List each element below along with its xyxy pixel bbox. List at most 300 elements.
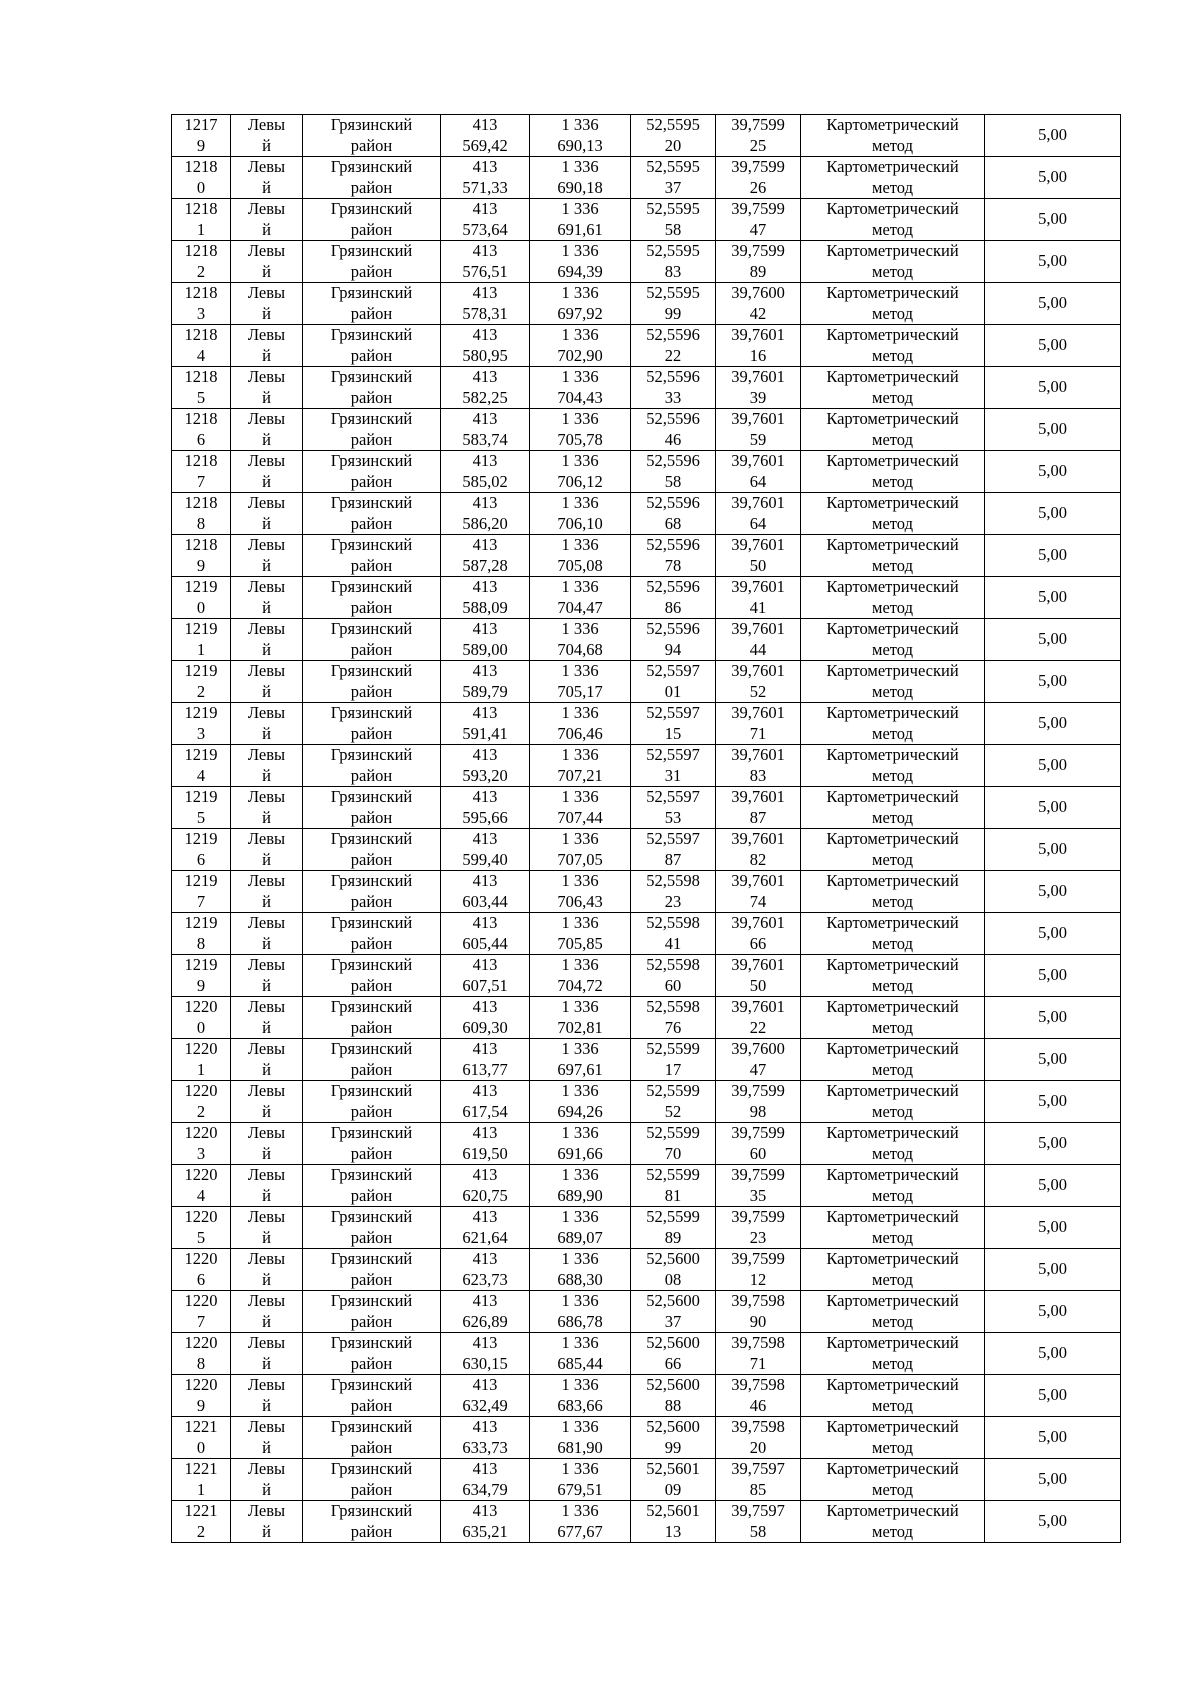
- point-number-cell: [172, 1207, 231, 1249]
- x-coordinate-line: 569,42: [462, 135, 508, 155]
- method-cell: [801, 535, 985, 577]
- longitude-line: 39,7597: [731, 1501, 785, 1520]
- point-number-line: 7: [196, 471, 206, 491]
- district-line: Грязинский: [330, 661, 413, 680]
- x-coordinate-line: 413: [472, 997, 498, 1016]
- x-coordinate-cell: [441, 157, 530, 199]
- x-coordinate-line: 413: [472, 157, 498, 176]
- side-line: Левы: [247, 703, 286, 722]
- district-line: Грязинский: [330, 787, 413, 806]
- longitude-line: 60: [749, 1143, 767, 1163]
- latitude-cell: [631, 325, 716, 367]
- point-number-line: 7: [196, 891, 206, 911]
- point-number-line: 1: [196, 1059, 206, 1079]
- side-cell: [231, 1081, 303, 1123]
- accuracy-cell: 5,00: [985, 1459, 1121, 1501]
- side-line: Левы: [247, 325, 286, 344]
- point-number-line: 1218: [184, 283, 218, 302]
- latitude-cell: [631, 955, 716, 997]
- longitude-line: 16: [749, 345, 767, 365]
- latitude-line: 87: [664, 849, 682, 869]
- longitude-line: 42: [749, 303, 767, 323]
- y-coordinate-cell: [530, 1081, 631, 1123]
- longitude-line: 83: [749, 765, 767, 785]
- point-number-line: 0: [196, 1437, 206, 1457]
- district-cell: [303, 325, 441, 367]
- accuracy-cell: 5,00: [985, 283, 1121, 325]
- district-line: Грязинский: [330, 157, 413, 176]
- latitude-cell: [631, 745, 716, 787]
- y-coordinate-line: 1 336: [561, 451, 599, 470]
- longitude-line: 39,7601: [731, 997, 785, 1016]
- method-line: Картометрический: [826, 1459, 959, 1478]
- district-line: район: [350, 261, 393, 281]
- latitude-line: 31: [664, 765, 682, 785]
- x-coordinate-line: 413: [472, 1501, 498, 1520]
- longitude-line: 35: [749, 1185, 767, 1205]
- latitude-line: 23: [664, 891, 682, 911]
- side-line: й: [262, 261, 271, 281]
- latitude-line: 52,5599: [646, 1207, 700, 1226]
- latitude-line: 01: [664, 681, 682, 701]
- table-row: [172, 325, 1121, 367]
- longitude-line: 39,7601: [731, 913, 785, 932]
- district-line: район: [350, 387, 393, 407]
- table-row: [172, 493, 1121, 535]
- longitude-line: 39,7599: [731, 241, 785, 260]
- point-number-line: 4: [196, 1185, 206, 1205]
- latitude-cell: [631, 199, 716, 241]
- point-number-line: 1219: [184, 703, 218, 722]
- x-coordinate-line: 634,79: [462, 1479, 508, 1499]
- y-coordinate-cell: [530, 703, 631, 745]
- y-coordinate-cell: [530, 787, 631, 829]
- district-line: район: [350, 765, 393, 785]
- longitude-line: 82: [749, 849, 767, 869]
- point-number-line: 3: [196, 303, 206, 323]
- district-cell: [303, 997, 441, 1039]
- side-line: й: [262, 891, 271, 911]
- side-line: Левы: [247, 577, 286, 596]
- side-line: Левы: [247, 1459, 286, 1478]
- x-coordinate-cell: [441, 409, 530, 451]
- x-coordinate-cell: [441, 241, 530, 283]
- x-coordinate-cell: [441, 1291, 530, 1333]
- side-cell: [231, 283, 303, 325]
- method-line: Картометрический: [826, 913, 959, 932]
- y-coordinate-line: 1 336: [561, 1207, 599, 1226]
- x-coordinate-cell: [441, 1459, 530, 1501]
- district-line: район: [350, 597, 393, 617]
- method-line: метод: [872, 513, 913, 533]
- district-line: район: [350, 639, 393, 659]
- latitude-line: 52,5601: [646, 1501, 700, 1520]
- x-coordinate-cell: [441, 703, 530, 745]
- y-coordinate-line: 1 336: [561, 577, 599, 596]
- district-cell: [303, 241, 441, 283]
- y-coordinate-cell: [530, 451, 631, 493]
- side-cell: [231, 1039, 303, 1081]
- side-line: й: [262, 219, 271, 239]
- longitude-cell: [716, 1333, 801, 1375]
- table-row: [172, 1123, 1121, 1165]
- longitude-line: 23: [749, 1227, 767, 1247]
- method-cell: [801, 493, 985, 535]
- longitude-line: 59: [749, 429, 767, 449]
- point-number-line: 2: [196, 261, 206, 281]
- method-line: метод: [872, 1479, 913, 1499]
- latitude-cell: [631, 787, 716, 829]
- longitude-line: 66: [749, 933, 767, 953]
- point-number-cell: [172, 619, 231, 661]
- y-coordinate-cell: [530, 283, 631, 325]
- y-coordinate-cell: [530, 367, 631, 409]
- point-number-line: 9: [196, 1395, 206, 1415]
- longitude-cell: [716, 955, 801, 997]
- x-coordinate-line: 413: [472, 367, 498, 386]
- point-number-cell: [172, 1501, 231, 1543]
- point-number-line: 2: [196, 1521, 206, 1541]
- side-line: Левы: [247, 1501, 286, 1520]
- latitude-line: 17: [664, 1059, 682, 1079]
- method-line: метод: [872, 135, 913, 155]
- district-line: Грязинский: [330, 1207, 413, 1226]
- latitude-line: 33: [664, 387, 682, 407]
- latitude-line: 52,5600: [646, 1249, 700, 1268]
- latitude-line: 46: [664, 429, 682, 449]
- x-coordinate-line: 580,95: [462, 345, 508, 365]
- point-number-line: 3: [196, 1143, 206, 1163]
- method-line: метод: [872, 639, 913, 659]
- method-line: Картометрический: [826, 787, 959, 806]
- accuracy-cell: 5,00: [985, 745, 1121, 787]
- longitude-line: 50: [749, 975, 767, 995]
- method-cell: [801, 913, 985, 955]
- latitude-line: 83: [664, 261, 682, 281]
- y-coordinate-line: 1 336: [561, 661, 599, 680]
- y-coordinate-cell: [530, 661, 631, 703]
- x-coordinate-cell: [441, 1081, 530, 1123]
- latitude-line: 37: [664, 177, 682, 197]
- latitude-cell: [631, 1375, 716, 1417]
- point-number-cell: [172, 283, 231, 325]
- side-line: Левы: [247, 829, 286, 848]
- accuracy-cell: 5,00: [985, 199, 1121, 241]
- longitude-line: 39,7598: [731, 1291, 785, 1310]
- latitude-line: 70: [664, 1143, 682, 1163]
- y-coordinate-cell: [530, 409, 631, 451]
- point-number-line: 8: [196, 933, 206, 953]
- side-line: Левы: [247, 535, 286, 554]
- table-row: [172, 955, 1121, 997]
- district-line: Грязинский: [330, 1081, 413, 1100]
- point-number-line: 1220: [184, 1165, 218, 1184]
- point-number-cell: [172, 1039, 231, 1081]
- point-number-line: 1219: [184, 577, 218, 596]
- table-row: [172, 703, 1121, 745]
- point-number-cell: [172, 199, 231, 241]
- x-coordinate-line: 413: [472, 409, 498, 428]
- latitude-line: 53: [664, 807, 682, 827]
- y-coordinate-line: 1 336: [561, 1249, 599, 1268]
- y-coordinate-line: 1 336: [561, 157, 599, 176]
- point-number-line: 1219: [184, 871, 218, 890]
- x-coordinate-cell: [441, 1207, 530, 1249]
- longitude-line: 22: [749, 1017, 767, 1037]
- point-number-line: 9: [196, 975, 206, 995]
- y-coordinate-cell: [530, 1375, 631, 1417]
- method-line: Картометрический: [826, 1081, 959, 1100]
- latitude-line: 52,5595: [646, 115, 700, 134]
- y-coordinate-cell: [530, 619, 631, 661]
- x-coordinate-line: 413: [472, 199, 498, 218]
- x-coordinate-line: 413: [472, 1081, 498, 1100]
- point-number-line: 1218: [184, 157, 218, 176]
- side-line: й: [262, 555, 271, 575]
- latitude-cell: [631, 493, 716, 535]
- longitude-line: 39,7597: [731, 1459, 785, 1478]
- method-cell: [801, 1207, 985, 1249]
- side-line: й: [262, 387, 271, 407]
- method-line: метод: [872, 891, 913, 911]
- method-line: Картометрический: [826, 157, 959, 176]
- side-cell: [231, 1123, 303, 1165]
- longitude-cell: [716, 619, 801, 661]
- method-line: Картометрический: [826, 661, 959, 680]
- latitude-line: 81: [664, 1185, 682, 1205]
- point-number-cell: [172, 577, 231, 619]
- y-coordinate-line: 690,13: [557, 135, 603, 155]
- method-cell: [801, 1417, 985, 1459]
- longitude-line: 64: [749, 471, 767, 491]
- district-cell: [303, 1039, 441, 1081]
- side-cell: [231, 1333, 303, 1375]
- longitude-line: 39,7601: [731, 367, 785, 386]
- side-cell: [231, 367, 303, 409]
- district-line: Грязинский: [330, 325, 413, 344]
- point-number-line: 0: [196, 597, 206, 617]
- side-line: й: [262, 933, 271, 953]
- point-number-cell: [172, 325, 231, 367]
- longitude-line: 71: [749, 723, 767, 743]
- side-line: Левы: [247, 115, 286, 134]
- latitude-line: 52,5600: [646, 1333, 700, 1352]
- longitude-cell: [716, 451, 801, 493]
- district-cell: [303, 157, 441, 199]
- point-number-line: 6: [196, 429, 206, 449]
- method-cell: [801, 829, 985, 871]
- accuracy-cell: 5,00: [985, 955, 1121, 997]
- x-coordinate-line: 587,28: [462, 555, 508, 575]
- x-coordinate-cell: [441, 913, 530, 955]
- side-cell: [231, 1249, 303, 1291]
- method-line: Картометрический: [826, 1333, 959, 1352]
- x-coordinate-cell: [441, 1333, 530, 1375]
- longitude-cell: [716, 493, 801, 535]
- district-cell: [303, 199, 441, 241]
- longitude-cell: [716, 1081, 801, 1123]
- district-line: Грязинский: [330, 493, 413, 512]
- x-coordinate-line: 621,64: [462, 1227, 508, 1247]
- point-number-line: 2: [196, 681, 206, 701]
- method-line: метод: [872, 807, 913, 827]
- table-row: [172, 1039, 1121, 1081]
- point-number-line: 9: [196, 135, 206, 155]
- y-coordinate-line: 679,51: [557, 1479, 603, 1499]
- longitude-line: 39,7601: [731, 619, 785, 638]
- x-coordinate-cell: [441, 829, 530, 871]
- latitude-line: 13: [664, 1521, 682, 1541]
- y-coordinate-line: 689,07: [557, 1227, 603, 1247]
- side-line: й: [262, 765, 271, 785]
- y-coordinate-line: 1 336: [561, 1123, 599, 1142]
- table-row: [172, 157, 1121, 199]
- x-coordinate-line: 576,51: [462, 261, 508, 281]
- longitude-line: 39,7601: [731, 451, 785, 470]
- side-line: Левы: [247, 199, 286, 218]
- longitude-cell: [716, 703, 801, 745]
- y-coordinate-line: 694,39: [557, 261, 603, 281]
- district-line: район: [350, 1059, 393, 1079]
- x-coordinate-line: 413: [472, 241, 498, 260]
- accuracy-cell: 5,00: [985, 409, 1121, 451]
- latitude-line: 15: [664, 723, 682, 743]
- method-line: Картометрический: [826, 1207, 959, 1226]
- method-cell: [801, 451, 985, 493]
- x-coordinate-cell: [441, 1501, 530, 1543]
- x-coordinate-line: 582,25: [462, 387, 508, 407]
- table-row: [172, 535, 1121, 577]
- district-cell: [303, 409, 441, 451]
- accuracy-cell: 5,00: [985, 493, 1121, 535]
- method-line: Картометрический: [826, 1165, 959, 1184]
- district-line: район: [350, 975, 393, 995]
- longitude-cell: [716, 1501, 801, 1543]
- point-number-cell: [172, 241, 231, 283]
- accuracy-cell: 5,00: [985, 1501, 1121, 1543]
- y-coordinate-line: 1 336: [561, 1081, 599, 1100]
- method-cell: [801, 1501, 985, 1543]
- x-coordinate-line: 413: [472, 829, 498, 848]
- y-coordinate-line: 704,43: [557, 387, 603, 407]
- district-cell: [303, 1333, 441, 1375]
- side-line: й: [262, 975, 271, 995]
- x-coordinate-line: 578,31: [462, 303, 508, 323]
- x-coordinate-cell: [441, 871, 530, 913]
- latitude-cell: [631, 1039, 716, 1081]
- y-coordinate-line: 702,81: [557, 1017, 603, 1037]
- latitude-line: 22: [664, 345, 682, 365]
- method-cell: [801, 157, 985, 199]
- latitude-line: 52,5597: [646, 745, 700, 764]
- longitude-line: 39,7601: [731, 787, 785, 806]
- table-row: [172, 1501, 1121, 1543]
- y-coordinate-line: 690,18: [557, 177, 603, 197]
- district-line: Грязинский: [330, 367, 413, 386]
- method-cell: [801, 409, 985, 451]
- table-row: [172, 199, 1121, 241]
- latitude-cell: [631, 1291, 716, 1333]
- x-coordinate-line: 595,66: [462, 807, 508, 827]
- side-line: Левы: [247, 1207, 286, 1226]
- accuracy-cell: 5,00: [985, 535, 1121, 577]
- longitude-line: 39,7599: [731, 1165, 785, 1184]
- method-line: Картометрический: [826, 829, 959, 848]
- x-coordinate-line: 413: [472, 1207, 498, 1226]
- longitude-cell: [716, 787, 801, 829]
- x-coordinate-line: 413: [472, 451, 498, 470]
- point-number-line: 4: [196, 765, 206, 785]
- longitude-cell: [716, 1165, 801, 1207]
- x-coordinate-line: 413: [472, 115, 498, 134]
- district-line: район: [350, 1521, 393, 1541]
- side-cell: [231, 199, 303, 241]
- point-number-line: 1221: [184, 1459, 218, 1478]
- latitude-line: 52,5598: [646, 955, 700, 974]
- longitude-cell: [716, 745, 801, 787]
- side-line: й: [262, 1017, 271, 1037]
- district-cell: [303, 451, 441, 493]
- y-coordinate-line: 691,66: [557, 1143, 603, 1163]
- y-coordinate-line: 1 336: [561, 1375, 599, 1394]
- side-cell: [231, 913, 303, 955]
- point-number-line: 1218: [184, 535, 218, 554]
- side-line: Левы: [247, 241, 286, 260]
- x-coordinate-line: 413: [472, 871, 498, 890]
- x-coordinate-line: 583,74: [462, 429, 508, 449]
- y-coordinate-cell: [530, 955, 631, 997]
- y-coordinate-cell: [530, 1501, 631, 1543]
- district-cell: [303, 1165, 441, 1207]
- method-line: Картометрический: [826, 535, 959, 554]
- longitude-line: 64: [749, 513, 767, 533]
- y-coordinate-line: 1 336: [561, 871, 599, 890]
- method-line: метод: [872, 219, 913, 239]
- x-coordinate-line: 619,50: [462, 1143, 508, 1163]
- x-coordinate-line: 413: [472, 1039, 498, 1058]
- district-cell: [303, 1501, 441, 1543]
- side-line: Левы: [247, 1123, 286, 1142]
- district-line: Грязинский: [330, 913, 413, 932]
- x-coordinate-line: 623,73: [462, 1269, 508, 1289]
- side-line: Левы: [247, 913, 286, 932]
- point-number-line: 6: [196, 1269, 206, 1289]
- x-coordinate-line: 413: [472, 1417, 498, 1436]
- x-coordinate-line: 413: [472, 283, 498, 302]
- point-number-cell: [172, 1333, 231, 1375]
- y-coordinate-line: 705,17: [557, 681, 603, 701]
- y-coordinate-cell: [530, 1039, 631, 1081]
- y-coordinate-line: 697,61: [557, 1059, 603, 1079]
- point-number-cell: [172, 1417, 231, 1459]
- method-cell: [801, 115, 985, 157]
- y-coordinate-line: 1 336: [561, 241, 599, 260]
- latitude-line: 58: [664, 471, 682, 491]
- y-coordinate-line: 1 336: [561, 955, 599, 974]
- method-line: метод: [872, 303, 913, 323]
- accuracy-cell: 5,00: [985, 913, 1121, 955]
- side-line: й: [262, 429, 271, 449]
- y-coordinate-line: 706,46: [557, 723, 603, 743]
- method-line: метод: [872, 1185, 913, 1205]
- x-coordinate-line: 413: [472, 913, 498, 932]
- x-coordinate-line: 626,89: [462, 1311, 508, 1331]
- table-row: [172, 115, 1121, 157]
- point-number-line: 1: [196, 219, 206, 239]
- latitude-line: 52,5596: [646, 577, 700, 596]
- district-line: Грязинский: [330, 955, 413, 974]
- accuracy-cell: 5,00: [985, 577, 1121, 619]
